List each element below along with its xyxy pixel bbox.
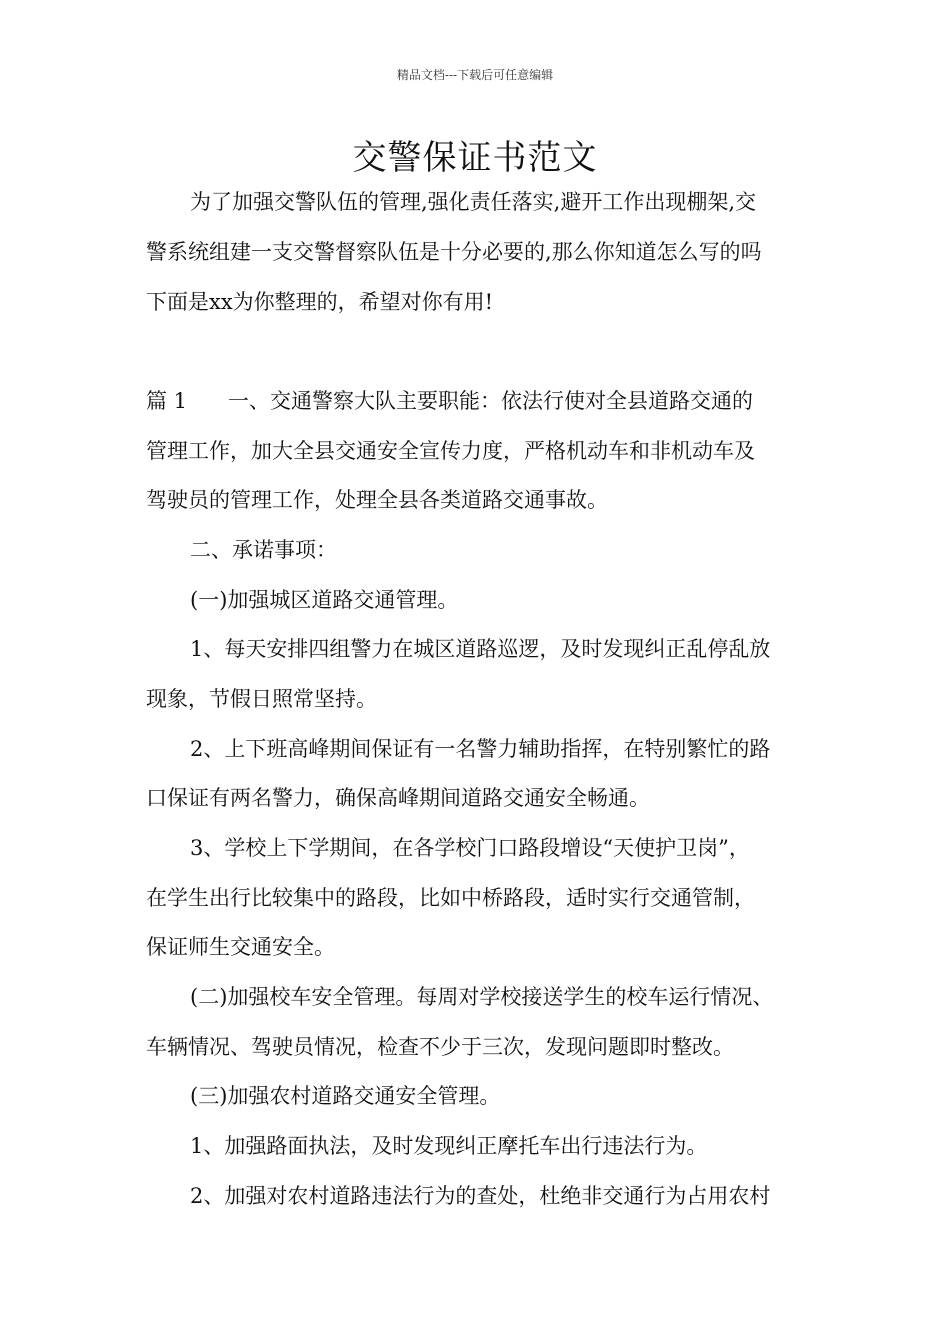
paragraph-line: 2、上下班高峰期间保证有一名警力辅助指挥，在特别繁忙的路 [190, 737, 771, 761]
document-title: 交警保证书范文 [352, 138, 598, 178]
document-header-note: 精品文档---下载后可任意编辑 [396, 68, 554, 82]
paragraph-line: 在学生出行比较集中的路段，比如中桥路段，适时实行交通管制， [146, 886, 755, 910]
section-first-line [146, 386, 836, 416]
paragraph-line: (一)加强城区道路交通管理。 [190, 588, 459, 612]
paragraph-line: 现象，节假日照常坚持。 [146, 687, 377, 711]
intro-line: 警系统组建一支交警督察队伍是十分必要的,那么你知道怎么写的吗 [146, 240, 762, 264]
paragraph-line: 保证师生交通安全。 [146, 935, 335, 959]
paragraph-line: 驾驶员的管理工作，处理全县各类道路交通事故。 [146, 488, 608, 512]
intro-line: 下面是xx为你整理的，希望对你有用! [146, 290, 494, 314]
section-label: 篇 1 [146, 389, 188, 413]
intro-line: 为了加强交警队伍的管理,强化责任落实,避开工作出现棚架,交 [190, 190, 757, 214]
paragraph-line: 1、加强路面执法，及时发现纠正摩托车出行违法行为。 [190, 1134, 708, 1158]
paragraph-line: (三)加强农村道路交通安全管理。 [190, 1084, 501, 1108]
paragraph-line: 1、每天安排四组警力在城区道路巡逻，及时发现纠正乱停乱放 [190, 637, 771, 661]
paragraph-line: 一、交通警察大队主要职能：依法行使对全县道路交通的 [228, 389, 753, 413]
paragraph-line: 管理工作，加大全县交通安全宣传力度，严格机动车和非机动车及 [146, 439, 755, 463]
paragraph-line: 二、承诺事项： [190, 538, 337, 562]
paragraph-line: (二)加强校车安全管理。每周对学校接送学生的校车运行情况、 [190, 985, 774, 1009]
paragraph-line: 3、学校上下学期间，在各学校门口路段增设“天使护卫岗”， [190, 836, 750, 860]
paragraph-line: 2、加强对农村道路违法行为的查处，杜绝非交通行为占用农村 [190, 1184, 771, 1208]
paragraph-line: 车辆情况、驾驶员情况，检查不少于三次，发现问题即时整改。 [146, 1035, 734, 1059]
paragraph-line: 口保证有两名警力，确保高峰期间道路交通安全畅通。 [146, 786, 650, 810]
